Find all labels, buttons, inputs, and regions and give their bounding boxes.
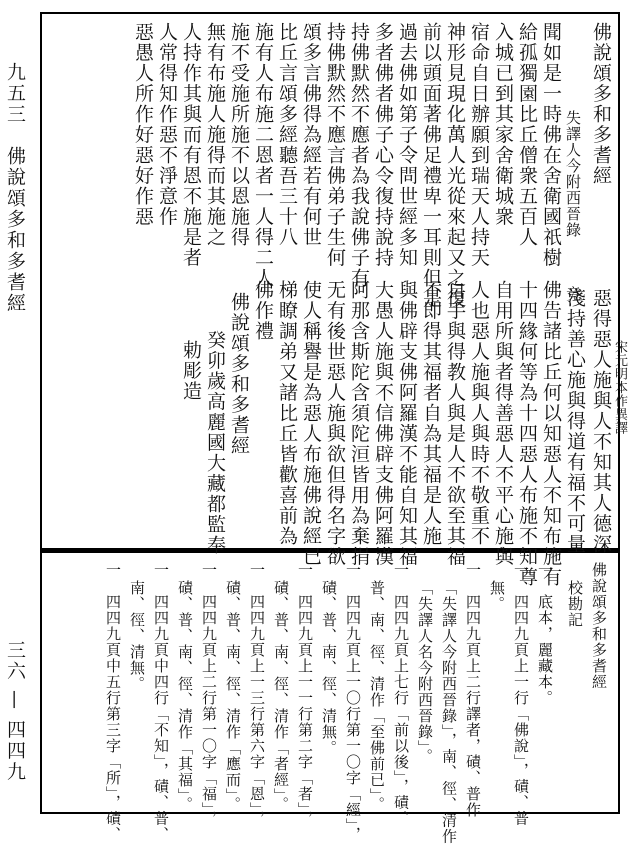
text-column: 多者佛者佛子心令復持說持: [372, 22, 394, 268]
text-column: 十四緣何等為十四惡人布施不知尊: [516, 280, 538, 588]
text-column: 自用所與者得善惡人不平心施與: [492, 280, 514, 567]
note-item: 一 四四九頁上二行第一〇字「福」，: [200, 562, 218, 827]
colophon-title: 佛說頌多和多耆經: [228, 292, 250, 456]
text-column: 宿命自日辦願到瑞天人持天: [468, 22, 490, 268]
note-item: 磧、普、南、徑、清作「者經」。: [272, 580, 290, 813]
note-item: 磧、普、南、徑、清作「其福」。: [176, 580, 194, 813]
text-column: 與佛辟支佛阿羅漢不能自知其福: [396, 280, 418, 567]
note-item: 南、徑、清無。: [128, 580, 146, 692]
note-item: 一 四四九頁中四行「不知」，磧、普、: [152, 562, 170, 843]
text-column: 自手與得教人與是人不欲至其福: [444, 280, 466, 567]
text-column: 佛告諸比丘何以知惡人不知布施有: [540, 280, 562, 588]
text-column: 施不受施所施不以恩施得: [228, 22, 250, 248]
margin-title: 九五三 佛說頌多和多耆經: [4, 62, 26, 314]
text-column: 惡愚人所作好惡好作惡: [132, 22, 154, 227]
text-column: 梯瞭調弟又諸比丘皆歡喜前為: [276, 280, 298, 547]
text-column: 阿那含斯陀含須陀洹皆用為棄捐: [348, 280, 370, 567]
text-column: 人也惡人施與人與時不敬重不: [468, 280, 490, 547]
text-column: 神形見現化萬人光從來起又之復: [444, 22, 466, 309]
note-item: 一 四四九頁上七行「前以後」，磧、: [392, 562, 410, 827]
text-column: 給孤獨園比丘僧衆五百人: [516, 22, 538, 248]
text-column: 入城已到其家舍衛城衆: [492, 22, 514, 227]
note-item: 一 四四九頁中五行第三字「所」，磧、: [104, 562, 122, 843]
colophon-date: 癸卯歲高麗國大藏都監奉: [204, 330, 226, 556]
text-column: 頌多言佛得為經若有何世: [300, 22, 322, 248]
note-item: 一 四四九頁上一一行第二字「者」，: [296, 562, 314, 827]
text-column: 無有布施人施得而其施之: [204, 22, 226, 248]
note-item: 一 四四九頁上一〇行第一〇字「經」，: [344, 562, 362, 843]
text-column: 无有後世惡人施與欲但得名字欲: [324, 280, 346, 567]
text-column: 比丘言頌多經聽吾三十八: [276, 22, 298, 248]
text-column: 人持作其與而有恩不施是者: [180, 22, 202, 268]
note-item: 一 四四九頁上二行譯者，磧、普作: [464, 562, 482, 818]
text-column: 過去佛如第子令問世經多知: [396, 22, 418, 268]
text-column: 持佛默然不應者為我說佛子有: [348, 22, 370, 289]
translator-note: 失譯人今附西晉錄 竟: [564, 110, 582, 302]
text-column: 聞如是一時佛在舍衛國祇樹: [540, 22, 562, 268]
text-column: 持佛默然不應言佛弟子生何: [324, 22, 346, 268]
note-item: 無。: [488, 580, 506, 612]
note-item: 一 四四九頁上一行「佛說」，磧、普: [512, 562, 530, 827]
colophon-carving: 勅彫造: [180, 340, 202, 402]
text-column: 大愚人施與不信佛辟支佛阿羅漢: [372, 280, 394, 567]
text-column: 淺持善心施與得道有福不可量: [564, 288, 586, 555]
text-column: 佛作禮: [252, 280, 274, 342]
notes-title: 佛說頌多和多耆經: [590, 562, 608, 690]
text-column: 惡得惡人施與人不知其人德深: [590, 288, 612, 555]
note-item: 磧、普、南、徑、清無。: [320, 580, 338, 756]
note-item: 一 底本，麗藏本。: [536, 562, 554, 706]
text-column: 人常得知作惡不淨意作: [156, 22, 178, 227]
notes-subtitle: 校勘記: [566, 580, 584, 628]
note-item: 磧、普、南、徑、清作「應而」。: [224, 580, 242, 813]
note-item: 「失譯人今附西晉錄」，南、徑、清作: [440, 580, 458, 845]
margin-page-number: 三六 — 四四九: [4, 640, 26, 783]
note-item: 一 四四九頁上一三行第六字「恩」，: [248, 562, 266, 827]
text-column: 使人稱譽是為惡人布施佛說經已: [300, 280, 322, 567]
text-column: 不即得其福者自為其福是人施: [420, 280, 442, 547]
note-item: 「失譯人名今附西晉錄」。: [416, 580, 434, 765]
sutra-title: 佛說頌多和多耆經: [590, 22, 612, 186]
note-item: 普、南、徑、清作「至佛前已」。: [368, 580, 386, 813]
edition-note: 宋元明本作異譯: [612, 340, 627, 435]
text-column: 施有人布施二恩者一人得二人: [252, 22, 274, 289]
text-column: 前以頭面著佛足禮卑一耳則但是: [420, 22, 442, 309]
